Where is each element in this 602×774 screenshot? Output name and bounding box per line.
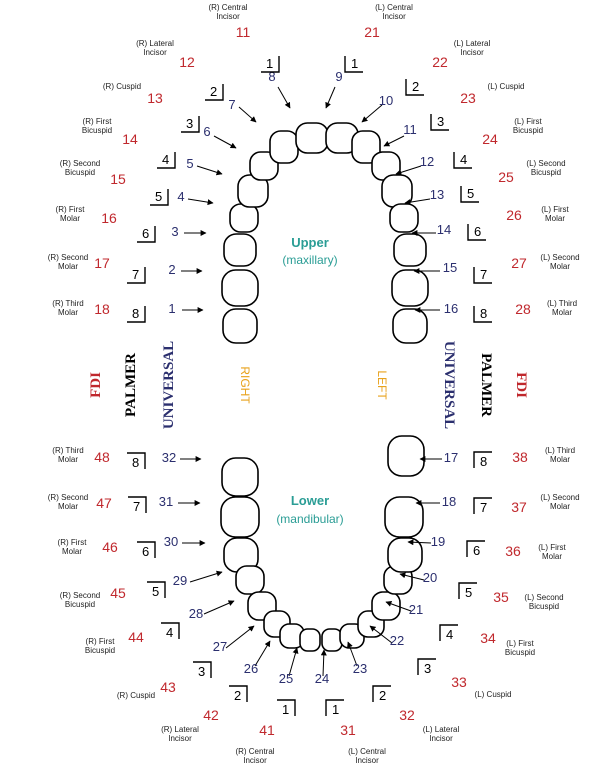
tooth-name-32-line2: Incisor: [429, 734, 453, 743]
tooth-name-17-line2: Molar: [57, 262, 79, 271]
palmer-notation-lower-0: [127, 453, 145, 470]
palmer-notation-upper-0-digit: 8: [132, 306, 140, 321]
fdi-number-48: 48: [94, 449, 110, 465]
universal-number-30: 30: [163, 534, 179, 549]
upper-arrow-5: [197, 166, 222, 174]
tooth-name-36-line2: Molar: [541, 552, 563, 561]
palmer-notation-lower-13: [467, 541, 485, 558]
fdi-number-24: 24: [482, 131, 498, 147]
tooth-name-21-line2: Incisor: [382, 12, 406, 21]
universal-number-18: 18: [441, 494, 457, 509]
tooth-name-14-line1: (R) First: [82, 117, 112, 126]
tooth-name-38-line1: (L) Third: [544, 446, 576, 455]
palmer-notation-lower-7-digit: 1: [282, 702, 290, 717]
palmer-notation-lower-12-digit: 5: [465, 585, 473, 600]
fdi-number-31: 31: [340, 722, 356, 738]
tooth-name-48-line2: Molar: [57, 455, 79, 464]
lower-tooth-29: [236, 566, 264, 594]
tooth-name-46-line2: Molar: [61, 547, 83, 556]
upper-tooth-15: [392, 270, 428, 306]
fdi-number-41: 41: [259, 722, 275, 738]
tooth-name-28-line2: Molar: [551, 308, 573, 317]
universal-number-3: 3: [171, 224, 179, 239]
tooth-name-34-line2: Bicuspid: [504, 648, 536, 657]
tooth-name-18-line1: (R) Third: [52, 299, 84, 308]
universal-number-12: 12: [419, 154, 435, 169]
palmer-notation-lower-1-digit: 7: [133, 499, 141, 514]
fdi-number-28: 28: [515, 301, 531, 317]
tooth-name-42-line2: Incisor: [168, 734, 192, 743]
palmer-notation-upper-12: [461, 186, 479, 202]
palmer-notation-upper-1: [127, 267, 145, 283]
lower-tooth-25: [300, 629, 320, 651]
upper-arrow-7: [239, 107, 256, 122]
universal-number-15: 15: [442, 260, 458, 275]
palmer-notation-upper-2-digit: 6: [142, 226, 150, 241]
tooth-name-15-line1: (R) Second: [59, 159, 101, 168]
universal-number-32: 32: [161, 450, 177, 465]
universal-number-22: 22: [389, 633, 405, 648]
fdi-number-26: 26: [506, 207, 522, 223]
upper-tooth-14: [394, 234, 426, 266]
palmer-notation-upper-9: [406, 79, 424, 95]
palmer-notation-lower-6: [229, 686, 247, 703]
palmer-notation-lower-13-digit: 6: [473, 543, 481, 558]
tooth-name-26-line1: (L) First: [541, 205, 569, 214]
tooth-name-15-line2: Bicuspid: [64, 168, 96, 177]
universal-number-17: 17: [443, 450, 459, 465]
fdi-number-21: 21: [364, 24, 380, 40]
fdi-number-15: 15: [110, 171, 126, 187]
palmer-notation-lower-12: [459, 583, 477, 600]
fdi-number-22: 22: [432, 54, 448, 70]
tooth-name-14-line2: Bicuspid: [81, 126, 113, 135]
palmer-notation-upper-11: [454, 152, 472, 168]
universal-number-9: 9: [335, 69, 343, 84]
fdi-number-42: 42: [203, 707, 219, 723]
tooth-name-25-line2: Bicuspid: [530, 168, 562, 177]
tooth-name-42-line1: (R) Lateral: [161, 725, 199, 734]
tooth-name-32-line1: (L) Lateral: [422, 725, 460, 734]
universal-number-4: 4: [177, 189, 185, 204]
upper-tooth-4: [230, 204, 258, 232]
universal-number-7: 7: [228, 97, 236, 112]
palmer-notation-lower-3: [147, 582, 165, 599]
fdi-number-46: 46: [102, 539, 118, 555]
tooth-name-12-line1: (R) Lateral: [136, 39, 174, 48]
upper-arch-subtitle: (maxillary): [282, 253, 338, 267]
palmer-notation-upper-6-digit: 2: [210, 84, 218, 99]
tooth-name-33-line1: (L) Cuspid: [474, 690, 512, 699]
fdi-number-25: 25: [498, 169, 514, 185]
palmer-notation-lower-4-digit: 4: [166, 625, 174, 640]
upper-arch-title: Upper: [291, 235, 329, 250]
palmer-notation-lower-5-digit: 3: [198, 664, 206, 679]
upper-arrow-11: [384, 136, 404, 146]
upper-arrow-4: [188, 199, 213, 203]
universal-number-26: 26: [243, 661, 259, 676]
palmer-notation-upper-10-digit: 3: [437, 114, 445, 129]
palmer-notation-upper-14: [474, 267, 492, 283]
palmer-notation-lower-4: [161, 623, 179, 640]
palmer-notation-lower-15-digit: 8: [480, 454, 488, 469]
universal-number-20: 20: [422, 570, 438, 585]
palmer-notation-upper-14-digit: 7: [480, 267, 488, 282]
system-label-universal-left: UNIVERSAL: [161, 340, 177, 430]
upper-arrow-8: [278, 87, 290, 108]
fdi-number-27: 27: [511, 255, 527, 271]
upper-arrow-6: [214, 136, 236, 148]
fdi-number-44: 44: [128, 629, 144, 645]
palmer-notation-lower-7: [277, 700, 295, 717]
upper-tooth-1: [223, 309, 257, 343]
tooth-name-44-line2: Bicuspid: [84, 646, 116, 655]
universal-number-19: 19: [430, 534, 446, 549]
universal-number-8: 8: [268, 69, 276, 84]
system-label-fdi-right: FDI: [513, 372, 529, 398]
universal-number-16: 16: [443, 301, 459, 316]
lower-tooth-19: [388, 538, 422, 572]
palmer-notation-upper-5: [181, 116, 199, 132]
tooth-name-41-line1: (R) Central: [235, 747, 275, 756]
tooth-name-22-line1: (L) Lateral: [453, 39, 491, 48]
system-label-fdi-left: FDI: [88, 372, 104, 398]
tooth-name-31-line2: Incisor: [355, 756, 379, 765]
palmer-notation-upper-7: [261, 56, 279, 72]
palmer-notation-lower-8-digit: 1: [332, 702, 340, 717]
fdi-number-18: 18: [94, 301, 110, 317]
lower-tooth-32: [222, 458, 258, 496]
system-label-universal-right: UNIVERSAL: [441, 340, 457, 430]
fdi-number-11: 11: [235, 24, 251, 40]
universal-number-21: 21: [408, 602, 424, 617]
palmer-notation-lower-3-digit: 5: [152, 584, 160, 599]
fdi-number-32: 32: [399, 707, 415, 723]
palmer-notation-upper-2: [137, 226, 155, 242]
palmer-notation-upper-8: [345, 56, 363, 72]
tooth-name-47-line1: (R) Second: [47, 493, 89, 502]
palmer-notation-lower-14: [474, 498, 492, 515]
tooth-name-13-line1: (R) Cuspid: [102, 82, 142, 91]
lower-arch-subtitle: (mandibular): [276, 512, 344, 526]
tooth-name-37-line1: (L) Second: [540, 493, 580, 502]
fdi-number-35: 35: [493, 589, 509, 605]
universal-number-14: 14: [436, 222, 452, 237]
palmer-notation-lower-10: [418, 659, 436, 676]
universal-number-25: 25: [278, 671, 294, 686]
tooth-name-22-line2: Incisor: [460, 48, 484, 57]
palmer-notation-lower-5: [193, 662, 211, 679]
tooth-name-43-line1: (R) Cuspid: [116, 691, 156, 700]
tooth-name-12-line2: Incisor: [143, 48, 167, 57]
tooth-name-23-line1: (L) Cuspid: [487, 82, 525, 91]
upper-tooth-13: [390, 204, 418, 232]
lower-arrow-28: [204, 601, 234, 614]
palmer-notation-lower-15: [474, 452, 492, 469]
tooth-name-17-line1: (R) Second: [47, 253, 89, 262]
tooth-name-27-line1: (L) Second: [540, 253, 580, 262]
tooth-name-45-line1: (R) Second: [59, 591, 101, 600]
tooth-name-21-line1: (L) Central: [375, 3, 413, 12]
palmer-notation-upper-1-digit: 7: [132, 267, 140, 282]
universal-number-6: 6: [203, 124, 211, 139]
upper-tooth-3: [224, 234, 256, 266]
tooth-name-34-line1: (L) First: [506, 639, 534, 648]
upper-tooth-8: [296, 123, 328, 153]
tooth-name-38-line2: Molar: [549, 455, 571, 464]
universal-number-2: 2: [168, 262, 176, 277]
tooth-name-18-line2: Molar: [57, 308, 79, 317]
tooth-name-36-line1: (L) First: [538, 543, 566, 552]
tooth-name-35-line1: (L) Second: [524, 593, 564, 602]
fdi-number-17: 17: [94, 255, 110, 271]
fdi-number-23: 23: [460, 90, 476, 106]
fdi-number-12: 12: [179, 54, 195, 70]
palmer-notation-lower-9: [373, 686, 391, 703]
palmer-notation-lower-6-digit: 2: [234, 688, 242, 703]
lower-arrow-29: [190, 572, 222, 582]
palmer-notation-lower-14-digit: 7: [480, 500, 488, 515]
fdi-number-38: 38: [512, 449, 528, 465]
tooth-name-31-line1: (L) Central: [348, 747, 386, 756]
palmer-notation-upper-8-digit: 1: [351, 56, 359, 71]
palmer-notation-upper-3: [150, 189, 168, 205]
tooth-name-11-line2: Incisor: [216, 12, 240, 21]
fdi-number-37: 37: [511, 499, 527, 515]
universal-number-13: 13: [429, 187, 445, 202]
tooth-name-37-line2: Molar: [549, 502, 571, 511]
system-label-palmer-left: PALMER: [123, 353, 139, 417]
palmer-notation-upper-4-digit: 4: [162, 152, 170, 167]
lower-tooth-17: [388, 436, 424, 476]
fdi-number-34: 34: [480, 630, 496, 646]
tooth-name-25-line1: (L) Second: [526, 159, 566, 168]
tooth-name-45-line2: Bicuspid: [64, 600, 96, 609]
system-label-palmer-right: PALMER: [478, 353, 494, 417]
tooth-name-46-line1: (R) First: [57, 538, 87, 547]
tooth-name-27-line2: Molar: [549, 262, 571, 271]
palmer-notation-lower-10-digit: 3: [424, 661, 432, 676]
universal-number-10: 10: [378, 93, 394, 108]
universal-number-28: 28: [188, 606, 204, 621]
fdi-number-47: 47: [96, 495, 112, 511]
upper-tooth-7: [270, 131, 298, 163]
palmer-notation-lower-11-digit: 4: [446, 627, 454, 642]
side-label-right: RIGHT: [238, 366, 252, 404]
palmer-notation-upper-12-digit: 5: [467, 186, 475, 201]
palmer-notation-lower-11: [440, 625, 458, 642]
tooth-name-11-line1: (R) Central: [208, 3, 248, 12]
universal-number-5: 5: [186, 156, 194, 171]
universal-number-29: 29: [172, 573, 188, 588]
tooth-name-16-line1: (R) First: [55, 205, 85, 214]
tooth-name-48-line1: (R) Third: [52, 446, 84, 455]
palmer-notation-lower-9-digit: 2: [379, 688, 387, 703]
fdi-number-16: 16: [101, 210, 117, 226]
palmer-notation-upper-15: [474, 306, 492, 322]
tooth-name-24-line1: (L) First: [514, 117, 542, 126]
universal-number-24: 24: [314, 671, 330, 686]
fdi-number-45: 45: [110, 585, 126, 601]
universal-number-31: 31: [158, 494, 174, 509]
palmer-notation-upper-13: [468, 224, 486, 240]
upper-arrow-9: [326, 87, 335, 108]
palmer-notation-upper-11-digit: 4: [460, 152, 468, 167]
lower-tooth-31: [221, 497, 259, 537]
palmer-notation-lower-1: [128, 497, 146, 514]
fdi-number-43: 43: [160, 679, 176, 695]
palmer-notation-upper-7-digit: 1: [266, 56, 274, 71]
fdi-number-33: 33: [451, 674, 467, 690]
tooth-name-35-line2: Bicuspid: [528, 602, 560, 611]
palmer-notation-upper-3-digit: 5: [155, 189, 163, 204]
tooth-name-41-line2: Incisor: [243, 756, 267, 765]
fdi-number-36: 36: [505, 543, 521, 559]
tooth-name-16-line2: Molar: [59, 214, 81, 223]
universal-number-27: 27: [212, 639, 228, 654]
side-label-left: LEFT: [375, 370, 389, 400]
lower-arch-title: Lower: [290, 493, 330, 508]
tooth-name-24-line2: Bicuspid: [512, 126, 544, 135]
upper-tooth-16: [393, 309, 427, 343]
universal-number-11: 11: [403, 122, 417, 137]
tooth-name-26-line2: Molar: [544, 214, 566, 223]
fdi-number-13: 13: [147, 90, 163, 106]
universal-number-1: 1: [168, 301, 176, 316]
palmer-notation-upper-4: [157, 152, 175, 168]
palmer-notation-lower-0-digit: 8: [132, 455, 140, 470]
tooth-name-47-line2: Molar: [57, 502, 79, 511]
universal-number-23: 23: [352, 661, 368, 676]
palmer-notation-upper-6: [205, 84, 223, 100]
palmer-notation-lower-2: [137, 542, 155, 559]
tooth-name-44-line1: (R) First: [85, 637, 115, 646]
palmer-notation-upper-13-digit: 6: [474, 224, 482, 239]
fdi-number-14: 14: [122, 131, 138, 147]
palmer-notation-lower-2-digit: 6: [142, 544, 150, 559]
palmer-notation-upper-0: [127, 306, 145, 322]
tooth-name-28-line1: (L) Third: [546, 299, 578, 308]
upper-tooth-2: [222, 270, 258, 306]
lower-arrow-27: [226, 626, 254, 648]
lower-tooth-24: [322, 629, 342, 651]
palmer-notation-lower-8: [326, 700, 344, 717]
palmer-notation-upper-9-digit: 2: [412, 79, 420, 94]
palmer-notation-upper-10: [431, 114, 449, 130]
palmer-notation-upper-15-digit: 8: [480, 306, 488, 321]
palmer-notation-upper-5-digit: 3: [186, 116, 194, 131]
